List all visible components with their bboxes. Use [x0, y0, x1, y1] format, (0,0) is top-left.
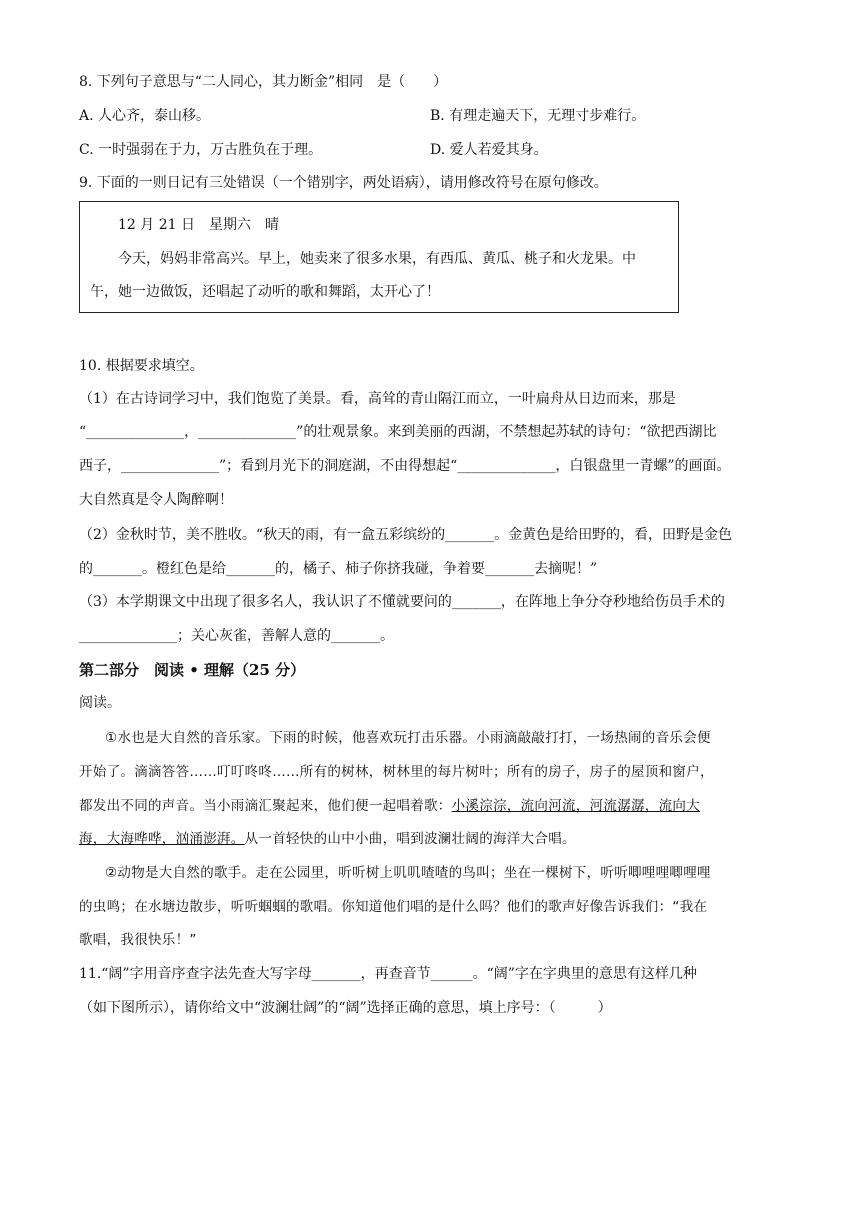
q10-part2-line1: （2）金秋时节，美不胜收。“秋天的雨，有一盒五彩缤纷的_______。金黄色是给田野的，看，田野是金色	[79, 527, 733, 543]
q11-line2: （如下图所示），请你给文中“波澜壮阔”的“阔”选择正确的意思，填上序号：（ ）	[79, 1000, 612, 1016]
q10-part1-line3: 西子，______________”；看到月光下的洞庭湖，不由得想起“______________，白银盘里一青螺”的画面。	[79, 458, 731, 474]
reading-para1-line4	[79, 829, 576, 849]
q10-part1-line4: 大自然真是令人陶醉啊！	[79, 492, 233, 508]
reading-para2-line2: 的虫鸣；在水塘边散步，听听蝈蝈的歌唱。你知道他们唱的是什么吗？他们的歌声好像告诉我们：“我在	[79, 899, 708, 915]
reading-para1-line3	[79, 796, 700, 816]
reading-para2-line3: 歌唱，我很快乐！”	[79, 932, 197, 948]
q8-option-d: D. 爱人若爱其身。	[430, 142, 548, 158]
q10-part3-line2: ______________；关心灰雀，善解人意的_______。	[79, 628, 394, 644]
diary-line-2: 午，她一边做饭，还唱起了动听的歌和舞蹈，太开心了！	[90, 284, 440, 300]
q10-part1-line1: （1）在古诗词学习中，我们饱览了美景。看，高耸的青山隔江而立，一叶扁舟从日边而来，那是	[79, 391, 676, 407]
reading-plain-text: 都发出不同的声音。当小雨滴汇聚起来，他们便一起唱着歌：	[79, 798, 452, 814]
diary-box	[79, 201, 679, 313]
reading-plain-text: 从一首轻快的山中小曲，唱到波澜壮阔的海洋大合唱。	[244, 831, 576, 847]
q10-part1-line2: “______________，______________”的壮观景象。来到美丽的西湖，不禁想起苏轼的诗句：“欲把西湖比	[79, 424, 717, 440]
diary-line-1: 今天，妈妈非常高兴。早上，她卖来了很多水果，有西瓜、黄瓜、桃子和火龙果。中	[118, 251, 636, 267]
q10-part3-line1: （3）本学期课文中出现了很多名人，我认识了不懂就要问的_______，在阵地上争分夺秒地给伤员手术的	[79, 594, 725, 610]
diary-date: 12 月 21 日 星期六 晴	[118, 217, 279, 233]
q10-part2-line2: 的_______。橙红色是给_______的，橘子、柿子你挤我碰，争着要_______去摘呢！”	[79, 561, 598, 577]
q9-stem: 9. 下面的一则日记有三处错误（一个错别字，两处语病），请用修改符号在原句修改。	[79, 175, 608, 191]
underlined-sentence: 小溪淙淙，流向河流，河流潺潺，流向大	[451, 798, 701, 814]
q10-stem: 10. 根据要求填空。	[79, 358, 204, 374]
q8-option-c: C. 一时强弱在于力，万古胜负在于理。	[79, 142, 323, 158]
q8-option-b: B. 有理走遍天下，无理寸步难行。	[430, 108, 646, 124]
part2-title: 第二部分 阅读 • 理解（25 分）	[79, 661, 306, 679]
q8-option-a: A. 人心齐，泰山移。	[79, 108, 211, 124]
q11-line1: 11.“阔”字用音序查字法先查大写字母_______，再查音节______。“阔”字在字典里的意思有这样几种	[79, 966, 697, 982]
q8-stem: 8. 下列句子意思与“二人同心，其力断金”相同 是（ ）	[79, 74, 448, 90]
reading-para1-line1: ①水也是大自然的音乐家。下雨的时候，他喜欢玩打击乐器。小雨滴敲敲打打，一场热闹的音乐会便	[105, 730, 711, 746]
part2-instruction: 阅读。	[79, 695, 121, 711]
reading-para2-line1: ②动物是大自然的歌手。走在公园里，听听树上叽叽喳喳的鸟叫；坐在一棵树下，听听唧哩哩唧哩哩	[105, 865, 711, 881]
reading-para1-line2: 开始了。滴滴答答……叮叮咚咚……所有的树林，树林里的每片树叶；所有的房子，房子的屋顶和窗户，	[79, 764, 714, 780]
underlined-sentence: 海，大海哗哗，汹涌澎湃。	[79, 831, 245, 847]
